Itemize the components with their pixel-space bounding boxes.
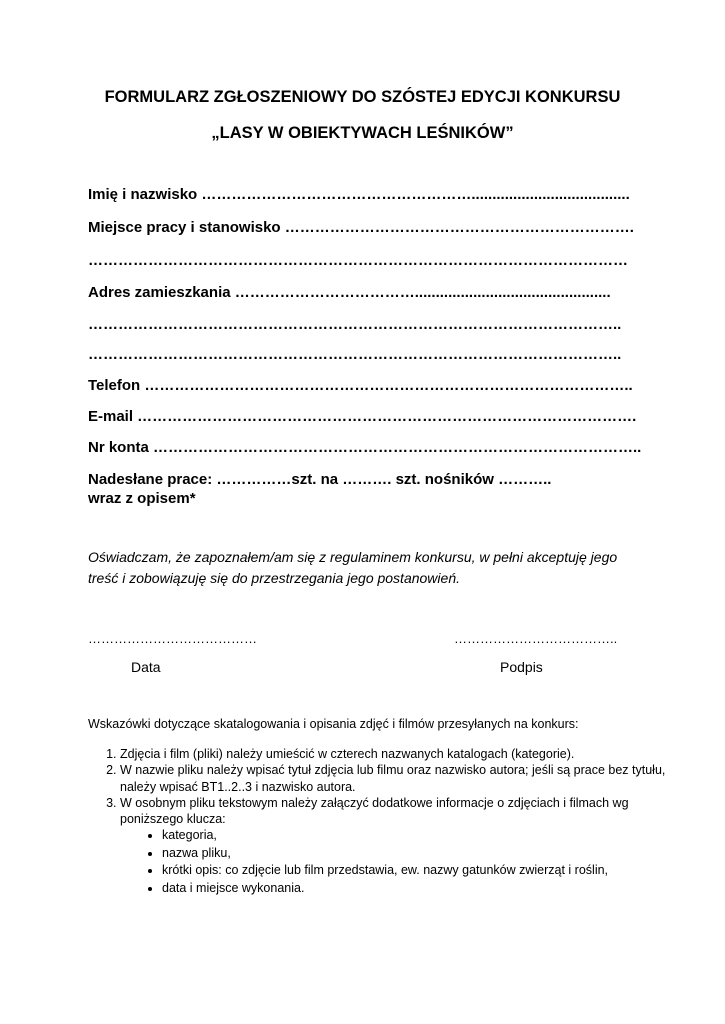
guideline-sublist [120,827,680,897]
field-account-number: Nr konta …………………………………………………………………………………….. [88,439,642,456]
signature-label: Podpis [500,659,543,675]
guideline-item: 1. Zdjęcia i film (pliki) należy umieścić w czterech nazwanych katalogach (kategorie). [120,746,680,762]
field-workplace-continued: ……………………………………………………………………………………………… [88,252,628,269]
field-phone: Telefon …………………………………………………………………………………….. [88,377,633,394]
field-name: Imię i nazwisko ………………………………………………...................................... [88,186,630,203]
field-address-line2: …………………………………………………………………………………………….. [88,316,622,333]
guideline-subitem: • kategoria, [162,827,680,845]
guideline-subitem: • nazwa pliku, [162,845,680,863]
field-address: Adres zamieszkania ………………………………............................................... [88,284,611,301]
form-title-line1: FORMULARZ ZGŁOSZENIOWY DO SZÓSTEJ EDYCJI KONKURSU [104,88,621,106]
guideline-item: 2. W nazwie pliku należy wpisać tytuł zdjęcia lub filmu oraz nazwisko autora; jeśli są prace bez tytułu, należy wpisać BT1..2..3 i nazwisko autora. [120,762,680,795]
field-address-line3: …………………………………………………………………………………………….. [88,346,622,363]
guidelines-list [88,746,680,897]
field-submitted-with-description: wraz z opisem* [88,490,196,507]
form-title-line2: „LASY W OBIEKTYWACH LEŚNIKÓW” [211,124,514,142]
field-submitted-works: Nadesłane prace: ……………szt. na ………. szt. nośników ……….. [88,471,552,488]
date-label: Data [131,659,161,675]
signature-line: ……………………………….. [454,631,618,646]
declaration-statement: Oświadczam, że zapoznałem/am się z regulaminem konkursu, w pełni akceptuję jego treść i zobowiązuję się do przestrzegania jego postanowień. [88,549,618,586]
field-email: E-mail ………………………………………………………………………………………. [88,408,637,425]
field-workplace: Miejsce pracy i stanowisko ……………………………………………………………. [88,219,634,236]
guideline-subitem: • krótki opis: co zdjęcie lub film przedstawia, ew. nazwy gatunków zwierząt i roślin, [162,862,680,880]
date-line: ………………………………… [88,631,257,646]
guideline-item-text: W osobnym pliku tekstowym należy załączyć dodatkowe informacje o zdjęciach i filmach wg poniższego klucza: [120,795,629,827]
guideline-item [120,795,680,898]
guideline-subitem: • data i miejsce wykonania. [162,880,680,898]
guidelines-intro: Wskazówki dotyczące skatalogowania i opisania zdjęć i filmów przesyłanych na konkurs: [88,717,579,731]
